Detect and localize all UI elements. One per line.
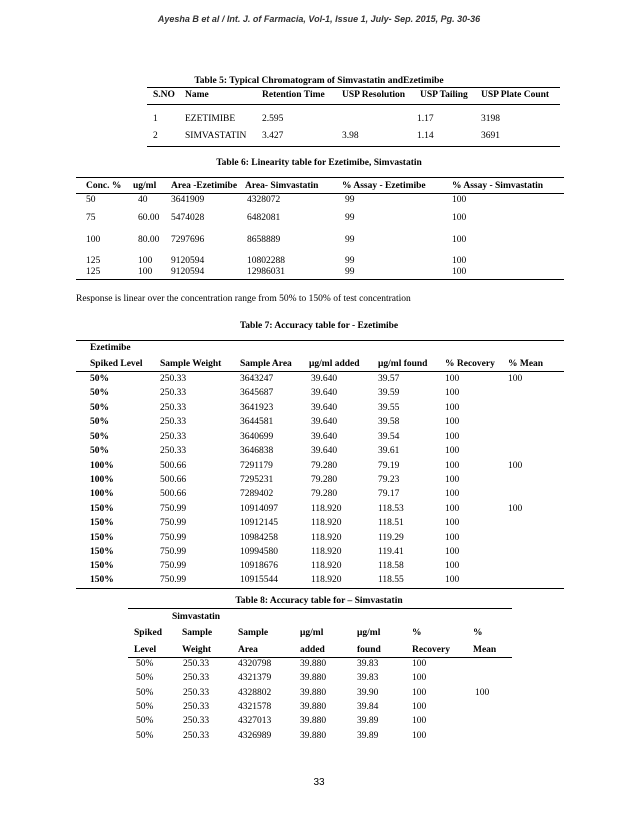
table7-cell: 100 <box>445 561 460 571</box>
table8-cell: 4320798 <box>238 659 272 669</box>
table8-cell: 39.83 <box>357 673 379 683</box>
table8-header-cell: Sample <box>238 628 269 638</box>
table7-cell: 250.33 <box>160 374 187 384</box>
table7-cell: 119.41 <box>378 547 404 557</box>
table5-caption: Table 5: Typical Chromatogram of Simvastatin andEzetimibe <box>194 76 444 86</box>
table7-cell: 10984258 <box>240 533 278 543</box>
table6-header-cell: Area -Ezetimibe <box>171 181 238 191</box>
table6-caption: Table 6: Linearity table for Ezetimibe, Simvastatin <box>216 158 422 168</box>
table7-cell: 100 <box>508 504 523 514</box>
table7-header-rule <box>76 371 564 372</box>
table8-header-cell: % <box>473 628 483 638</box>
table7-cell: 100 <box>508 374 523 384</box>
table8-cell: 50% <box>136 673 154 683</box>
table7-level-cell: 100% <box>90 489 114 499</box>
table8-header-cell: added <box>300 645 325 655</box>
table8-cell: 250.33 <box>183 702 210 712</box>
table7-header-cell: % Recovery <box>445 359 495 369</box>
table7-cell: 100 <box>445 504 460 514</box>
table5-cell: 3691 <box>481 131 500 141</box>
table5-header-cell: USP Resolution <box>342 90 406 100</box>
table6-cell: 100 <box>452 256 467 266</box>
table6-header-rule <box>76 193 564 194</box>
table7-cell: 100 <box>445 518 460 528</box>
table7-cell: 7289402 <box>240 489 274 499</box>
table7-caption: Table 7: Accuracy table for - Ezetimibe <box>239 321 399 331</box>
table7-cell: 10918676 <box>240 561 278 571</box>
table5-header-cell: Name <box>185 90 209 100</box>
table7-level-cell: 50% <box>90 446 109 456</box>
table8-cell: 4321379 <box>238 673 272 683</box>
table6-cell: 8658889 <box>247 235 281 245</box>
table7-level-cell: 150% <box>90 504 114 514</box>
table6-cell: 99 <box>345 195 355 205</box>
table6-header-cell: % Assay - Simvastatin <box>452 181 544 191</box>
table8-header-cell: Spiked <box>134 628 162 638</box>
table7-cell: 118.920 <box>311 561 342 571</box>
table7-cell: 118.920 <box>311 547 342 557</box>
table7-header-cell: Sample Area <box>240 359 292 369</box>
table7-cell: 118.920 <box>311 533 342 543</box>
table8-cell: 250.33 <box>183 731 210 741</box>
table5-cell: 2 <box>153 131 158 141</box>
table8-cell: 50% <box>136 659 154 669</box>
table8-cell: 39.83 <box>357 659 379 669</box>
table6-header-cell: Conc. % <box>86 181 122 191</box>
table8-header-cell: μg/ml <box>300 628 324 638</box>
table7-cell: 500.66 <box>160 475 187 485</box>
table7-cell: 100 <box>445 533 460 543</box>
table6-cell: 9120594 <box>171 256 205 266</box>
table7-cell: 39.54 <box>378 432 400 442</box>
table7-cell: 118.51 <box>378 518 404 528</box>
table7-cell: 39.640 <box>311 446 338 456</box>
table7-cell: 750.99 <box>160 504 187 514</box>
table6-cell: 99 <box>345 235 355 245</box>
table6-cell: 7297696 <box>171 235 205 245</box>
table7-cell: 79.19 <box>378 461 400 471</box>
table6-cell: 80.00 <box>138 235 160 245</box>
table7-cell: 39.640 <box>311 417 338 427</box>
table8-cell: 50% <box>136 731 154 741</box>
table8-header-top: Simvastatin <box>172 612 221 622</box>
table8-caption: Table 8: Accuracy table for – Simvastatin <box>235 596 403 606</box>
table7-cell: 500.66 <box>160 461 187 471</box>
table7-cell: 79.280 <box>311 489 338 499</box>
table7-cell: 100 <box>445 489 460 499</box>
table8-cell: 39.90 <box>357 688 379 698</box>
table6-cell: 9120594 <box>171 267 205 277</box>
table5-cell: SIMVASTATIN <box>185 131 247 141</box>
table5-cell: 3.98 <box>342 131 359 141</box>
table8-cell: 39.89 <box>357 716 379 726</box>
table8-cell: 39.84 <box>357 702 379 712</box>
table7-cell: 10994580 <box>240 547 278 557</box>
table8-cell: 39.89 <box>357 731 379 741</box>
table7-cell: 100 <box>445 446 460 456</box>
table5-header-rule <box>147 104 560 105</box>
table8-header-cell: Sample <box>182 628 213 638</box>
table6-top-rule <box>76 177 564 178</box>
table5-cell: 1.17 <box>417 114 434 124</box>
table5-cell: 3198 <box>481 114 500 124</box>
table7-cell: 750.99 <box>160 547 187 557</box>
table7-cell: 10914097 <box>240 504 278 514</box>
table6-cell: 100 <box>138 267 153 277</box>
table8-cell: 39.880 <box>300 688 327 698</box>
table8-cell: 39.880 <box>300 702 327 712</box>
table7-cell: 118.53 <box>378 504 404 514</box>
table8-header-cell: Weight <box>182 645 212 655</box>
table7-cell: 100 <box>445 461 460 471</box>
table6-cell: 125 <box>86 267 101 277</box>
table7-cell: 10915544 <box>240 575 278 585</box>
table7-cell: 118.58 <box>378 561 404 571</box>
table6-header-cell: % Assay - Ezetimibe <box>342 181 426 191</box>
table8-cell: 100 <box>412 673 427 683</box>
table7-cell: 3646838 <box>240 446 274 456</box>
table7-cell: 118.920 <box>311 575 342 585</box>
table7-cell: 500.66 <box>160 489 187 499</box>
table7-header-cell: % Mean <box>508 359 544 369</box>
table8-cell: 100 <box>412 659 427 669</box>
table7-cell: 39.59 <box>378 388 400 398</box>
table7-cell: 119.29 <box>378 533 404 543</box>
table7-cell: 39.61 <box>378 446 400 456</box>
table7-cell: 118.920 <box>311 518 342 528</box>
table7-cell: 118.920 <box>311 504 342 514</box>
table8-cell: 4321578 <box>238 702 272 712</box>
table6-cell: 99 <box>345 256 355 266</box>
table7-cell: 39.640 <box>311 388 338 398</box>
page-number: 33 <box>313 777 325 788</box>
table6-cell: 12986031 <box>247 267 285 277</box>
table8-header-cell: Area <box>238 645 258 655</box>
table5-bottom-rule <box>147 146 560 147</box>
table8-top-rule <box>128 608 512 609</box>
table8-header-cell: μg/ml <box>357 628 381 638</box>
table8-cell: 4326989 <box>238 731 272 741</box>
table8-cell: 50% <box>136 716 154 726</box>
table6-cell: 3641909 <box>171 195 205 205</box>
table7-level-cell: 100% <box>90 461 114 471</box>
table8-cell: 4327013 <box>238 716 272 726</box>
table8-cell: 39.880 <box>300 731 327 741</box>
table6-cell: 60.00 <box>138 213 160 223</box>
table7-cell: 3645687 <box>240 388 274 398</box>
table7-cell: 3641923 <box>240 403 274 413</box>
table8-cell: 100 <box>412 688 427 698</box>
table7-level-cell: 50% <box>90 374 109 384</box>
table7-level-cell: 150% <box>90 547 114 557</box>
table8-header-cell: Recovery <box>412 645 450 655</box>
table8-cell: 250.33 <box>183 673 210 683</box>
table5-cell: 3.427 <box>262 131 284 141</box>
table7-cell: 750.99 <box>160 518 187 528</box>
table6-cell: 40 <box>138 195 148 205</box>
table7-header-cell: μg/ml added <box>309 359 360 369</box>
table6-cell: 4328072 <box>247 195 281 205</box>
table7-header-cell: Spiked Level <box>90 359 143 369</box>
table8-cell: 4328802 <box>238 688 272 698</box>
table8-header-cell: Mean <box>473 645 497 655</box>
table7-level-cell: 50% <box>90 417 109 427</box>
table7-cell: 118.55 <box>378 575 404 585</box>
table7-cell: 10912145 <box>240 518 278 528</box>
table7-cell: 79.280 <box>311 461 338 471</box>
table7-cell: 100 <box>445 475 460 485</box>
table7-cell: 39.640 <box>311 403 338 413</box>
table7-cell: 100 <box>445 575 460 585</box>
table5-top-rule <box>147 87 560 88</box>
table6-cell: 50 <box>86 195 96 205</box>
table6-cell: 99 <box>345 267 355 277</box>
table8-cell: 50% <box>136 688 154 698</box>
table7-cell: 39.640 <box>311 374 338 384</box>
table8-header-rule <box>128 657 512 658</box>
table6-cell: 100 <box>452 213 467 223</box>
table7-cell: 100 <box>445 417 460 427</box>
table7-cell: 39.640 <box>311 432 338 442</box>
table6-cell: 5474028 <box>171 213 205 223</box>
table7-cell: 100 <box>445 432 460 442</box>
table5-cell: 2.595 <box>262 114 284 124</box>
table6-cell: 100 <box>138 256 153 266</box>
table6-cell: 10802288 <box>247 256 285 266</box>
table8-cell: 250.33 <box>183 688 210 698</box>
table7-cell: 100 <box>445 403 460 413</box>
table6-bottom-rule <box>76 279 564 280</box>
table6-cell: 99 <box>345 213 355 223</box>
table7-level-cell: 50% <box>90 432 109 442</box>
table6-header-cell: Area- Simvastatin <box>245 181 319 191</box>
table7-top-rule <box>76 340 564 341</box>
table7-level-cell: 150% <box>90 575 114 585</box>
table6-header-cell: ug/ml <box>133 181 157 191</box>
table7-cell: 750.99 <box>160 561 187 571</box>
table7-header-cell: μg/ml found <box>378 359 428 369</box>
table7-cell: 750.99 <box>160 575 187 585</box>
table5-header-cell: USP Tailing <box>420 90 468 100</box>
table7-cell: 79.17 <box>378 489 400 499</box>
table7-cell: 39.58 <box>378 417 400 427</box>
table7-cell: 100 <box>445 374 460 384</box>
table5-cell: 1 <box>153 114 158 124</box>
table7-cell: 100 <box>445 388 460 398</box>
table7-level-cell: 50% <box>90 388 109 398</box>
table7-level-cell: 150% <box>90 533 114 543</box>
table6-cell: 100 <box>452 195 467 205</box>
table7-level-cell: 100% <box>90 475 114 485</box>
table8-cell: 250.33 <box>183 659 210 669</box>
table7-cell: 100 <box>445 547 460 557</box>
table7-cell: 100 <box>508 461 523 471</box>
table7-cell: 3640699 <box>240 432 274 442</box>
table7-cell: 750.99 <box>160 533 187 543</box>
table6-cell: 125 <box>86 256 101 266</box>
table6-cell: 100 <box>452 267 467 277</box>
table7-cell: 250.33 <box>160 432 187 442</box>
table7-group-label: Ezetimibe <box>90 343 131 353</box>
table5-cell: EZETIMIBE <box>185 114 236 124</box>
table8-cell: 39.880 <box>300 673 327 683</box>
table7-level-cell: 150% <box>90 561 114 571</box>
table7-cell: 3644581 <box>240 417 274 427</box>
table7-cell: 7295231 <box>240 475 274 485</box>
table7-cell: 250.33 <box>160 403 187 413</box>
table7-cell: 79.23 <box>378 475 400 485</box>
table6-cell: 100 <box>452 235 467 245</box>
table8-cell: 100 <box>475 688 490 698</box>
table7-cell: 79.280 <box>311 475 338 485</box>
table8-cell: 100 <box>412 716 427 726</box>
table7-level-cell: 50% <box>90 403 109 413</box>
running-header: Ayesha B et al / Int. J. of Farmacia, Vol-1, Issue 1, July- Sep. 2015, Pg. 30-36 <box>157 14 481 24</box>
table7-header-cell: Sample Weight <box>160 359 222 369</box>
table8-cell: 100 <box>412 702 427 712</box>
table8-header-cell: Level <box>134 645 157 655</box>
table7-cell: 250.33 <box>160 417 187 427</box>
table7-cell: 250.33 <box>160 388 187 398</box>
table6-cell: 100 <box>86 235 101 245</box>
table8-cell: 100 <box>412 731 427 741</box>
table7-cell: 7291179 <box>240 461 273 471</box>
table5-header-cell: Retention Time <box>262 90 325 100</box>
table8-header-cell: found <box>357 645 381 655</box>
table7-cell: 3643247 <box>240 374 274 384</box>
table8-cell: 250.33 <box>183 716 210 726</box>
table5-header-cell: USP Plate Count <box>481 90 550 100</box>
table6-cell: 6482081 <box>247 213 281 223</box>
table7-cell: 39.57 <box>378 374 400 384</box>
table7-cell: 250.33 <box>160 446 187 456</box>
table5-cell: 1.14 <box>417 131 434 141</box>
table8-cell: 39.880 <box>300 659 327 669</box>
table7-cell: 39.55 <box>378 403 400 413</box>
table8-cell: 50% <box>136 702 154 712</box>
table7-level-cell: 150% <box>90 518 114 528</box>
response-note: Response is linear over the concentration range from 50% to 150% of test concentration <box>76 294 411 304</box>
table8-cell: 39.880 <box>300 716 327 726</box>
table6-cell: 75 <box>86 213 96 223</box>
table8-header-cell: % <box>412 628 422 638</box>
table7-bottom-rule <box>76 588 564 589</box>
table5-header-cell: S.NO <box>153 90 175 100</box>
